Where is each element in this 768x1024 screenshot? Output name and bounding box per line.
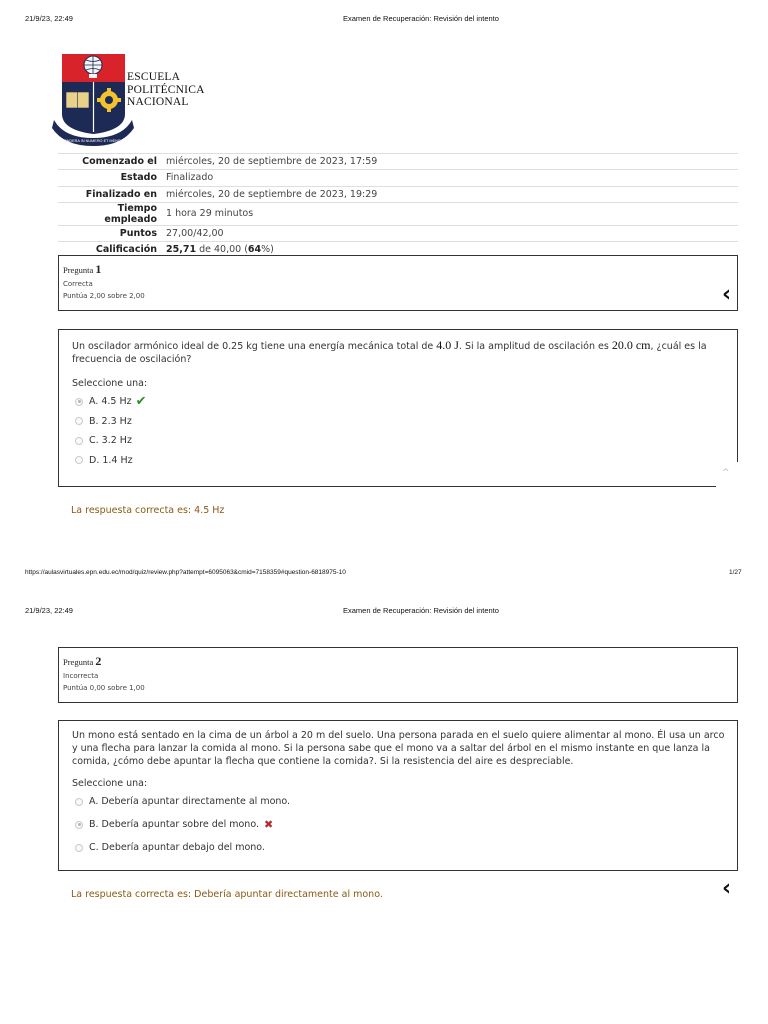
nav-toggle-chevron-icon[interactable]: ‹: [722, 282, 732, 307]
math-amplitude: 20.0 cm: [611, 338, 651, 352]
option-d[interactable]: [75, 451, 737, 471]
correct-answer-feedback: La respuesta correcta es: Debería apuntar directamente al mono.: [71, 889, 383, 900]
school-name-line2: POLITÉCNICA: [127, 83, 205, 96]
option-label: A. Debería apuntar directamente al mono.: [89, 796, 291, 807]
radio-button[interactable]: [75, 798, 83, 806]
option-a[interactable]: [75, 392, 737, 412]
question-text-part: . Si la amplitud de oscilación es: [458, 341, 612, 352]
question-text: Un mono está sentado en la cima de un árbol a 20 m del suelo. Una persona parada en el suelo quiere alimentar al mono. Él usa un arco y una flecha para lanzar la comida al mono. Si la persona sabe que el mono va a saltar del árbol en el mismo instante en que lanza la comida, ¿cómo debe apuntar la flecha que contiene la comida?. Si la resistencia del aire es despreciable.: [72, 730, 725, 767]
print-url: https://aulasvirtuales.epn.edu.ec/mod/quiz/review.php?attempt=6095063&cmid=7158359#question-6818975-10: [25, 569, 346, 576]
question-number-value: 1: [95, 262, 102, 276]
summary-row: [58, 202, 738, 225]
summary-value: Finalizado: [162, 170, 738, 186]
question-label: Pregunta: [63, 657, 94, 667]
answer-options: [59, 790, 737, 859]
print-title: Examen de Recuperación: Revisión del intento: [343, 606, 499, 615]
radio-button[interactable]: [75, 398, 83, 406]
option-a[interactable]: [75, 790, 737, 813]
print-datetime: 21/9/23, 22:49: [25, 14, 73, 23]
question-number-value: 2: [95, 654, 102, 668]
radio-button[interactable]: [75, 456, 83, 464]
grade-suffix: %): [261, 244, 274, 256]
option-label: D. 1.4 Hz: [89, 454, 133, 466]
grade-label: Calificación: [58, 242, 162, 258]
question-points: Puntúa 2,00 sobre 2,00: [63, 292, 145, 300]
option-label: C. 3.2 Hz: [89, 435, 132, 447]
radio-button[interactable]: [75, 437, 83, 445]
option-label: C. Debería apuntar debajo del mono.: [89, 842, 265, 853]
question-points: Puntúa 0,00 sobre 1,00: [63, 684, 145, 692]
scroll-up-icon[interactable]: ^: [722, 468, 730, 478]
option-label: A. 4.5 Hz: [89, 396, 132, 408]
option-label: B. Debería apuntar sobre del mono.: [89, 819, 259, 830]
summary-value: 27,00/42,00: [162, 225, 738, 241]
question-2-content: [58, 720, 738, 871]
option-c[interactable]: [75, 836, 737, 859]
select-prompt: Seleccione una:: [72, 378, 148, 389]
question-text: [72, 339, 725, 366]
question-status: Incorrecta: [63, 672, 99, 680]
question-text-part: , ¿cuál es la frecuencia de oscilación?: [72, 341, 707, 365]
question-status: Correcta: [63, 280, 93, 288]
correct-answer-feedback: La respuesta correcta es: 4.5 Hz: [71, 505, 225, 516]
option-b[interactable]: [75, 412, 737, 432]
radio-button[interactable]: [75, 417, 83, 425]
question-number: [63, 262, 737, 277]
summary-label: Tiempo empleado: [58, 202, 162, 225]
summary-value: 1 hora 29 minutos: [162, 202, 738, 225]
grade-of: de 40,00 (: [196, 244, 248, 256]
question-number: [63, 654, 737, 669]
question-2-info: [58, 647, 738, 703]
print-datetime: 21/9/23, 22:49: [25, 606, 73, 615]
cross-icon: ✖: [263, 818, 274, 831]
grade-score: 25,71: [166, 244, 197, 256]
nav-toggle-chevron-icon[interactable]: ‹: [722, 876, 732, 901]
summary-label: Puntos: [58, 225, 162, 241]
school-name-line1: ESCUELA: [127, 71, 181, 83]
print-title: Examen de Recuperación: Revisión del intento: [343, 14, 499, 23]
answer-options: [59, 392, 737, 470]
summary-row: [58, 170, 738, 186]
summary-label: Estado: [58, 170, 162, 186]
summary-row: [58, 225, 738, 241]
option-b[interactable]: [75, 813, 737, 836]
option-c[interactable]: [75, 431, 737, 451]
radio-button[interactable]: [75, 821, 83, 829]
math-energy: 4.0 J: [436, 338, 459, 352]
question-label: Pregunta: [63, 265, 94, 275]
school-name: [127, 71, 205, 109]
attempt-summary-table: [58, 153, 738, 257]
summary-label: Finalizado en: [58, 186, 162, 202]
question-1-content: [58, 329, 738, 487]
summary-value: miércoles, 20 de septiembre de 2023, 17:59: [162, 154, 738, 170]
school-name-line3: NACIONAL: [127, 96, 189, 108]
question-1-info: [58, 255, 738, 311]
radio-button[interactable]: [75, 844, 83, 852]
print-page-number: 1/27: [729, 569, 742, 576]
question-text-part: Un oscilador armónico ideal de 0.25 kg tiene una energía mecánica total de: [72, 341, 437, 352]
summary-value: miércoles, 20 de septiembre de 2023, 19:29: [162, 186, 738, 202]
grade-percent: 64: [247, 244, 262, 256]
option-label: B. 2.3 Hz: [89, 415, 132, 427]
summary-label: Comenzado el: [58, 154, 162, 170]
summary-row: [58, 186, 738, 202]
summary-row: [58, 154, 738, 170]
select-prompt: Seleccione una:: [72, 778, 148, 789]
check-icon: ✔: [135, 394, 147, 410]
logo-ribbon-text: E PONDERA IN NUMERO ET MENSURA: [57, 139, 129, 143]
